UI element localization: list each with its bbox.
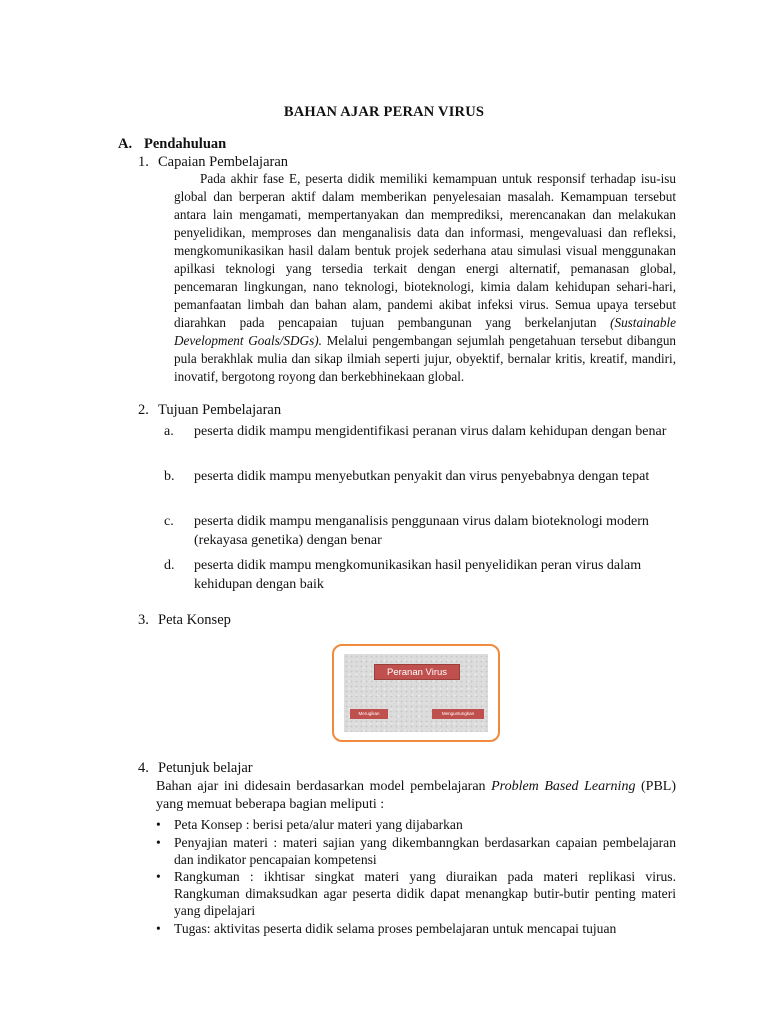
capaian-paragraph [174,170,676,386]
bullet-text: Penyajian materi : materi sajian yang dikembanngkan berdasarkan capaian pembelajaran dan indikator pencapaian kompetensi [174,835,676,867]
subsection-2-title: Tujuan Pembelajaran [158,402,282,418]
item-key: b. [164,469,175,484]
subsection-2-heading [138,402,678,422]
concept-map-figure [332,644,500,742]
item-text: peserta didik mampu mengkomunikasikan hasil penyelidikan peran virus dalam kehidupan dengan baik [194,558,642,592]
sdgs-italic: (Sustainable Development Goals/SDGs). [174,315,677,348]
bullet-icon: • [156,921,161,936]
capaian-text: Pada akhir fase E, peserta didik memiliki kemampuan untuk responsif terhadap isu-isu global dan berperan aktif dalam memberikan penyelesaian masalah. Kemampuan tersebut antara lain mengamati, mempertanyakan dan memprediksi, merencanakan dan melakukan penyelidikan, memproses dan menganalisis data dan informasi, mengevaluasi dan refleksi, mengkomunikasikan hasil dalam bentuk projek sederhana atau simulasi visual menggunakan apilkasi teknologi yang tersedia terkait dengan energi alternatif, pemanasan global, pencemaran lingkungan, nano teknologi, bioteknologi, kimia dalam kehidupan sehari-hari, pemanfaatan limbah dan bahan alam, pandemi akibat infeksi virus. Semua upaya tersebut diarahkan pada pencapaian tujuan pembangunan yang berkelanjutan [174,171,676,330]
item-text: peserta didik mampu menyebutkan penyakit dan virus penyebabnya dengan tepat [194,469,650,484]
subsection-1-number: 1. [138,154,149,170]
section-a-heading [118,136,226,153]
subsection-3-title: Peta Konsep [158,612,231,628]
item-key: c. [164,514,174,529]
petunjuk-text: Bahan ajar ini didesain berdasarkan model pembelajaran [156,779,486,794]
capaian-text-rest: Melalui pengembangan sejumlah pengetahuan tersebut dibangun pula berakhlak mulia dan sikap ilmiah seperti jujur, obyektif, bernalar kritis, kreatif, mandiri, inovatif, bergotong royong dan berkebhinekaan global. [174,333,677,384]
subsection-3-heading [138,612,678,632]
concept-map-head: Peranan Virus [374,664,460,680]
item-key: d. [164,558,175,573]
pbl-italic: Problem Based Learning [491,779,636,794]
concept-map-node-right: Menguntungkan [432,709,484,719]
subsection-1-title: Capaian Pembelajaran [158,154,289,170]
bullet-icon: • [156,869,161,884]
document-title: BAHAN AJAR PERAN VIRUS [283,104,485,120]
section-a-label: A. [118,136,133,152]
concept-map-background [344,654,488,732]
bullet-icon: • [156,817,161,832]
bullet-text: Peta Konsep : berisi peta/alur materi yang dijabarkan [174,817,463,832]
subsection-4-number: 4. [138,760,149,776]
subsection-4-heading [138,760,678,780]
subsection-3-number: 3. [138,612,149,628]
petunjuk-text-end: (PBL) yang memuat beberapa bagian meliputi : [156,779,677,812]
bullet-text: Tugas: aktivitas peserta didik selama proses pembelajaran untuk mencapai tujuan [174,921,617,936]
bullet-icon: • [156,835,161,850]
subsection-2-number: 2. [138,402,149,418]
section-a-text: Pendahuluan [144,136,227,152]
concept-map-node-left: Merugikan [350,709,388,719]
petunjuk-paragraph [156,778,676,814]
item-text: peserta didik mampu menganalisis penggunaan virus dalam bioteknologi modern (rekayasa genetika) dengan benar [194,514,649,548]
item-text: peserta didik mampu mengidentifikasi peranan virus dalam kehidupan dengan benar [194,424,667,439]
bullet-text: Rangkuman : ikhtisar singkat materi yang diuraikan pada materi replikasi virus. Rangkuman dimaksudkan agar peserta didik dapat menangkap butir-butir penting materi yang dipelajari [174,869,676,918]
subsection-4-title: Petunjuk belajar [158,760,253,776]
item-key: a. [164,424,174,439]
